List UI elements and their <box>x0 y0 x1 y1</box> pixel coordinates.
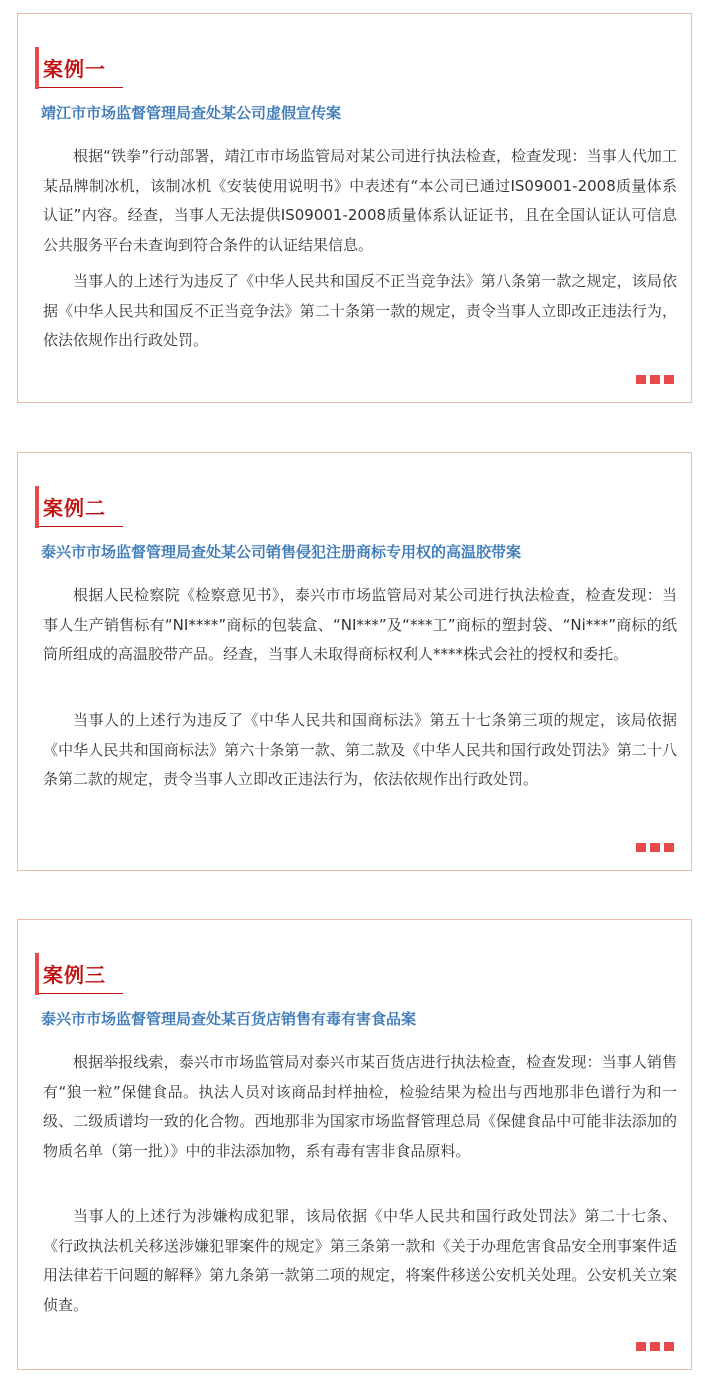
case-label: 案例三 <box>43 963 106 987</box>
label-underline <box>39 993 123 994</box>
square-icon <box>636 1342 646 1351</box>
square-icon <box>636 843 646 852</box>
case-title: 靖江市市场监督管理局查处某公司虚假宣传案 <box>41 104 342 122</box>
square-icon <box>650 843 660 852</box>
case-card-2 <box>17 452 692 871</box>
accent-bar <box>35 486 39 528</box>
case-card-1 <box>17 13 692 403</box>
decorative-squares-icon <box>636 843 674 852</box>
case-paragraph: 根据“铁拳”行动部署，靖江市市场监管局对某公司进行执法检查，检查发现：当事人代加工某品牌制冰机，该制冰机《安装使用说明书》中表述有“本公司已通过IS09001-2008质量体系认证”内容。经查，当事人无法提供IS09001-2008质量体系认证证书，且在全国认证认可信息公共服务平台未查询到符合条件的认证结果信息。 <box>43 147 677 254</box>
case-card-3 <box>17 919 692 1370</box>
decorative-squares-icon <box>636 1342 674 1351</box>
square-icon <box>636 375 646 384</box>
case-paragraph: 当事人的上述行为涉嫌构成犯罪，该局依据《中华人民共和国行政处罚法》第二十七条、《行政执法机关移送涉嫌犯罪案件的规定》第三条第一款和《关于办理危害食品安全刑事案件适用法律若干问题的解释》第九条第一款第二项的规定，将案件移送公安机关处理。公安机关立案侦查。 <box>43 1207 677 1314</box>
case-title: 泰兴市市场监督管理局查处某百货店销售有毒有害食品案 <box>41 1010 417 1028</box>
case-label: 案例一 <box>43 57 106 81</box>
label-underline <box>39 87 123 88</box>
case-paragraph: 根据举报线索，泰兴市市场监管局对泰兴市某百货店进行执法检查，检查发现：当事人销售有“狼一粒”保健食品。执法人员对该商品封样抽检，检验结果为检出与西地那非色谱行为和一级、二级质谱均一致的化合物。西地那非为国家市场监督管理总局《保健食品中可能非法添加的物质名单（第一批）》中的非法添加物，系有毒有害非食品原料。 <box>43 1053 677 1160</box>
label-underline <box>39 526 123 527</box>
square-icon <box>664 843 674 852</box>
accent-bar <box>35 47 39 89</box>
square-icon <box>664 375 674 384</box>
case-label: 案例二 <box>43 496 106 520</box>
case-paragraph: 根据人民检察院《检察意见书》，泰兴市市场监管局对某公司进行执法检查，检查发现：当事人生产销售标有“NI****”商标的包装盒、“NI***”及“***工”商标的塑封袋、“Ni***”商标的纸筒所组成的高温胶带产品。经查，当事人未取得商标权利人****株式会社的授权和委托。 <box>43 586 677 663</box>
case-title: 泰兴市市场监督管理局查处某公司销售侵犯注册商标专用权的高温胶带案 <box>41 543 522 561</box>
case-heading <box>35 953 125 995</box>
decorative-squares-icon <box>636 375 674 384</box>
square-icon <box>664 1342 674 1351</box>
case-heading <box>35 486 125 528</box>
case-paragraph: 当事人的上述行为违反了《中华人民共和国反不正当竞争法》第八条第一款之规定，该局依据《中华人民共和国反不正当竞争法》第二十条第一款的规定，责令当事人立即改正违法行为，依法依规作出行政处罚。 <box>43 272 677 349</box>
square-icon <box>650 375 660 384</box>
square-icon <box>650 1342 660 1351</box>
accent-bar <box>35 953 39 995</box>
case-heading <box>35 47 125 89</box>
case-paragraph: 当事人的上述行为违反了《中华人民共和国商标法》第五十七条第三项的规定，该局依据《中华人民共和国商标法》第六十条第一款、第二款及《中华人民共和国行政处罚法》第二十八条第二款的规定，责令当事人立即改正违法行为，依法依规作出行政处罚。 <box>43 711 677 788</box>
